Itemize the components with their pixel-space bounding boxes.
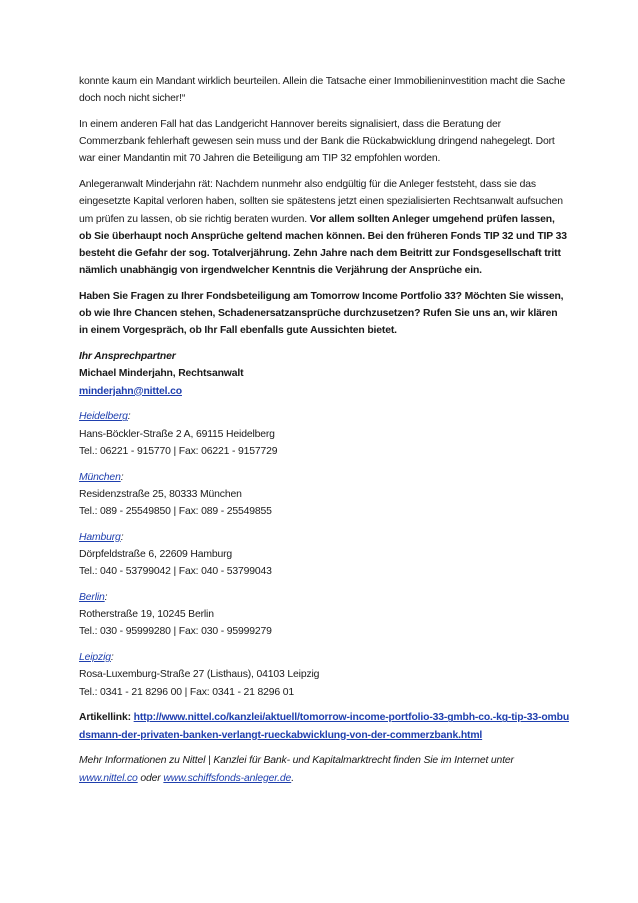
colon: : bbox=[127, 411, 131, 423]
office-berlin bbox=[79, 589, 569, 641]
office-address: Hans-Böckler-Straße 2 A, 69115 Heidelberg bbox=[79, 428, 275, 440]
advice-text: Anlegeranwalt Minderjahn rät: Nachdem nunmehr also endgültig für die Anleger feststeht, dass sie das eingesetzte Kapital verloren haben, sollten sie spätestens jetzt einen spezialisierten Rechtsanwalt aufsuchen um prüfen zu lassen, ob sie richtig beraten wurden. bbox=[79, 179, 563, 225]
contact-email-link[interactable]: minderjahn@nittel.co bbox=[79, 385, 182, 397]
office-city-link[interactable]: Berlin bbox=[79, 592, 105, 604]
colon: : bbox=[104, 592, 108, 604]
contact-name: Michael Minderjahn, Rechtsanwalt bbox=[79, 368, 244, 380]
office-city-link[interactable]: Heidelberg bbox=[79, 411, 128, 423]
office-hamburg bbox=[79, 529, 569, 581]
office-phone: Tel.: 030 - 95999280 | Fax: 030 - 95999279 bbox=[79, 626, 272, 638]
more-info-text: Mehr Informationen zu Nittel | Kanzlei für Bank- und Kapitalmarktrecht finden Sie im Internet unter bbox=[79, 755, 514, 767]
office-phone: Tel.: 089 - 25549850 | Fax: 089 - 25549855 bbox=[79, 506, 272, 518]
schiffsfonds-website-link[interactable]: www.schiffsfonds-anleger.de bbox=[163, 772, 292, 784]
paragraph-questions: Haben Sie Fragen zu Ihrer Fondsbeteiligung am Tomorrow Income Portfolio 33? Möchten Sie wissen, ob wie Ihre Chancen stehen, Schadenersatzansprüche durchzusetzen? Rufen Sie uns an, wir klären in einem Vorgespräch, ob Ihr Fall ebenfalls gute Aussichten bietet. bbox=[79, 291, 564, 337]
office-city-link[interactable]: Leipzig bbox=[79, 652, 111, 664]
office-muenchen bbox=[79, 469, 569, 521]
office-leipzig bbox=[79, 649, 569, 701]
paragraph-landgericht: In einem anderen Fall hat das Landgericht Hannover bereits signalisiert, dass die Beratung der Commerzbank fehlerhaft gewesen sein muss und der Bank die Rückabwicklung dringend nahegelegt. Dort war einer Mandantin mit 70 Jahren die Beteiligung am TIP 32 empfohlen worden. bbox=[79, 119, 555, 165]
nittel-website-link[interactable]: www.nittel.co bbox=[79, 772, 138, 784]
office-phone: Tel.: 0341 - 21 8296 00 | Fax: 0341 - 21 8296 01 bbox=[79, 686, 295, 698]
office-address: Residenzstraße 25, 80333 München bbox=[79, 488, 242, 500]
paragraph-intro: konnte kaum ein Mandant wirklich beurteilen. Allein die Tatsache einer Immobilieninvestition macht die Sache doch noch nicht sicher!“ bbox=[79, 76, 566, 105]
office-address: Rosa-Luxemburg-Straße 27 (Listhaus), 04103 Leipzig bbox=[79, 669, 320, 681]
office-phone: Tel.: 040 - 53799042 | Fax: 040 - 53799043 bbox=[79, 566, 272, 578]
contact-block bbox=[79, 348, 569, 400]
colon: : bbox=[110, 652, 114, 664]
document-page bbox=[79, 73, 569, 795]
more-info-paragraph bbox=[79, 752, 569, 786]
more-info-end: . bbox=[291, 772, 294, 784]
office-phone: Tel.: 06221 - 915770 | Fax: 06221 - 9157729 bbox=[79, 445, 278, 457]
colon: : bbox=[120, 471, 124, 483]
paragraph-advice bbox=[79, 176, 569, 279]
more-info-oder: oder bbox=[137, 772, 164, 784]
office-address: Dörpfeldstraße 6, 22609 Hamburg bbox=[79, 549, 233, 561]
office-heidelberg bbox=[79, 408, 569, 460]
office-address: Rotherstraße 19, 10245 Berlin bbox=[79, 609, 214, 621]
colon: : bbox=[120, 531, 124, 543]
article-link-label: Artikellink: bbox=[79, 712, 134, 724]
article-link-paragraph bbox=[79, 709, 569, 743]
article-link[interactable]: http://www.nittel.co/kanzlei/aktuell/tomorrow-income-portfolio-33-gmbh-co.-kg-tip-33-ombudsmann-der-privaten-banken-verlangt-rueckabwicklung-von-der-commerzbank.html bbox=[79, 712, 570, 741]
contact-heading: Ihr Ansprechpartner bbox=[79, 351, 176, 363]
advice-bold-text: Vor allem sollten Anleger umgehend prüfen lassen, ob Sie überhaupt noch Ansprüche geltend machen können. Bei den früheren Fonds TIP 32 und TIP 33 besteht die Gefahr der sog. Totalverjährung. Zehn Jahre nach dem Beitritt zur Fondsgesellschaft tritt nämlich unabhängig von irgendwelcher Kenntnis die Verjährung der Ansprüche ein. bbox=[79, 213, 567, 277]
office-city-link[interactable]: Hamburg bbox=[79, 531, 121, 543]
office-city-link[interactable]: München bbox=[79, 471, 121, 483]
